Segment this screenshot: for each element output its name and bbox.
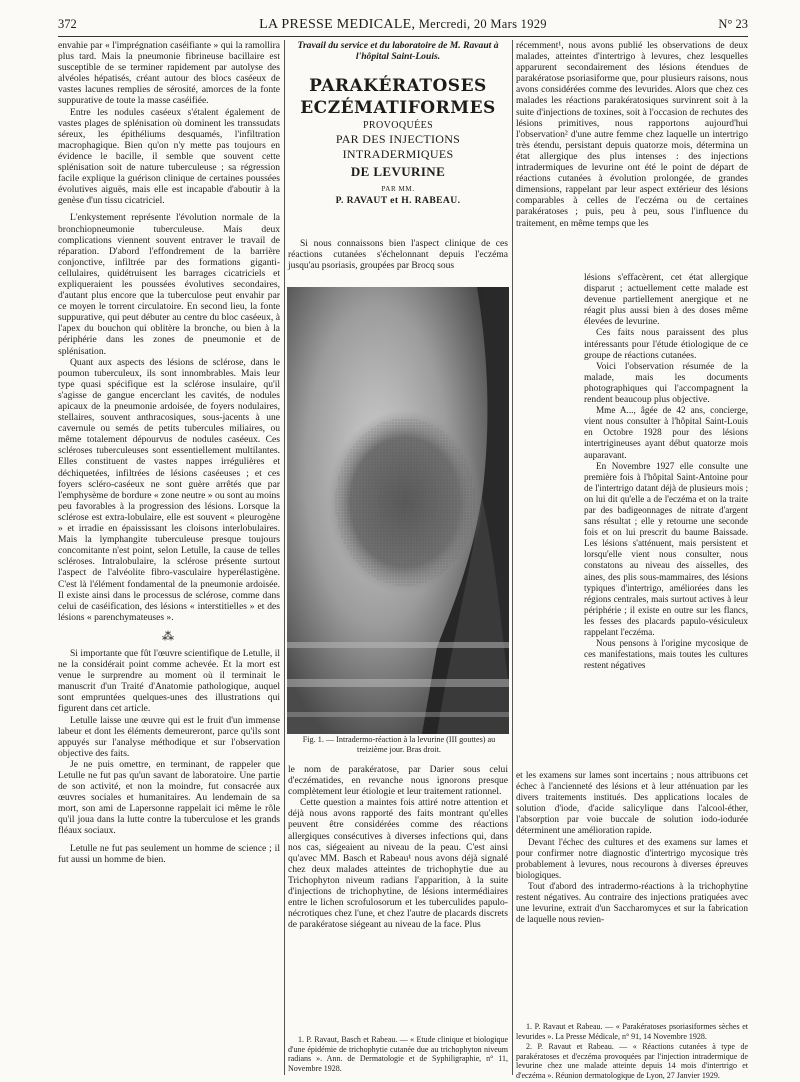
observation: En Novembre 1927 elle consulte une première fois à l'hôpital Saint-Antoine pour de l'intertrigo datant déjà de plusieurs mois ; on lui dit qu'elle a de l'eczéma et on la traite par des badigeonnages de nitrate d'argent sans résultat ; elle y retourne une seconde fois et on lui prescrit du baume Baissade. Les lésions s'atténuent, mais persistent et lorsqu'elle vient nous consulter, nous constatons au niveau des aisselles, des aines, des plis sous-mammaires, des lésions typiques d'intertrigo, améliorées dans les régions centrales, mais surtout actives à leur périphérie ; il existe en outre sur les flancs, les fesses des placards papulo-vésiculeux rappelant l'eczéma. (584, 460, 748, 637)
article-authors: P. RAVAUT et H. RABEAU. (335, 195, 461, 206)
article-intro (288, 238, 508, 271)
paragraph: Je ne puis omettre, en terminant, de rappeler que Letulle ne fut pas qu'un savant de laboratoire. Une partie de son activité, et non la moindre, fut consacrée aux œuvres sociales et humanitaires. Au lendemain de sa mort, son ami de Lapersonne rappelait ici même le rôle qu'il joua dans la lutte contre la tuberculose et les grands fléaux sociaux. (58, 758, 280, 837)
issue-number: N° 23 (718, 17, 748, 31)
paragraph: Voici l'observation résumée de la malade, mais les documents photographiques qui l'accompagnent la rendent beaucoup plus objective. (584, 360, 748, 406)
figure-caption: Fig. 1. — Intradermo-réaction à la levurine (III gouttes) au treizième jour. Bras droit. (302, 735, 496, 754)
article-body (288, 764, 508, 930)
paragraph: récemment¹, nous avons publié les observations de deux malades, atteintes d'intertrigo à levures, chez lesquelles apparurent secondairement des lésions étendues de parakératose psoriasiforme que, pour plusieurs raisons, nous avons considérées comme des levurides. Alors que chez ces malades les réactions parakératosiques survinrent soit à la suite d'injections de toxines, soit à l'occasion de rechutes des lésions primitives, nous rapportons aujourd'hui l'observation² d'une autre femme chez laquelle un intertrigo très étendu, persistant depuis quatorze mois, détermina un état allergique des plus intenses : des injections intradermiques de levurine ont été le point de départ de réactions cutanées à évolution prolongée, de grandes dimensions, rappelant par leur aspect extérieur des lésions comparables à celles de l'eczéma ou de certaines parakératoses ; puis, peu à peu, sous l'influence du traitement, en même temps que les (516, 40, 748, 229)
paragraph: lésions s'effacèrent, cet état allergique disparut ; actuellement cette malade est devenue partiellement anergique et ne réagit plus aussi bien à des doses même élevées de levurine. (584, 272, 748, 328)
paragraph: Tout d'abord des intradermo-réactions à la trichophytine restent négatives. Au contraire des injections pratiquées avec une levurine, extrait d'un Saccharomyces et sur la fabrication de laquelle nous revien- (516, 880, 748, 925)
authors-prefix: PAR MM. (381, 185, 415, 193)
observation: Nous pensons à l'origine mycosique de ces manifestations, mais toutes les cultures restent négatives (584, 638, 748, 671)
footnote: 2. P. Ravaut et Rabeau. — « Réactions cutanées à type de parakératoses et d'eczéma provoquées par l'injection intradermique de levurine chez une malade atteinte depuis 14 mois d'intertrigo et d'eczéma ». Réunion dermatologique de Lyon, 27 Janvier 1929. (516, 1042, 748, 1080)
paragraph: Si importante que fût l'œuvre scientifique de Letulle, il ne la considérait point comme achevée. Et la mort est venue le surprendre au moment où il terminait le manuscrit d'un Traité d'Anatomie pathologique, auquel sont empruntées quelques-unes des illustrations qui figurent dans cet article. (58, 647, 280, 715)
footnote: 1. P. Ravaut, Basch et Rabeau. — « Etude clinique et biologique d'une épidémie de trichophytie cutanée due au trichophyton niveum radians ». Ann. de Dermatologie et de Syphiligraphie, n° 11, Novembre 1928. (288, 1035, 508, 1073)
paragraph: le nom de parakératose, par Darier sous celui d'eczématides, en revanche nous ignorons presque complètement leur étiologie et leur traitement rationnel. (288, 764, 508, 798)
journal-title (58, 17, 748, 33)
paragraph: L'enkystement représente l'évolution normale de la bronchiopneumonie tuberculeuse. Mais deux complications viennent souvent entraver le travail de réparation. D'abord l'effondrement de la barrière conjonctive, infiltrée par des formations giganti-cellulaires, quidétruisent les barrages cicatriciels et expliqueraient les poussées évolutives secondaires, d'autant plus encore que la tuberculose peut envahir par ce moyen le torrent circulatoire. En second lieu, la fonte suppurative, qui peut débuter au centre du bloc caséeux, à l'apex du bouchon qui oblitère la bronche, ou bien à la périphérie dans les zones de pneumonie et de splénisation. (58, 212, 280, 357)
article-label: Travail du service et du laboratoire de M. Ravaut à l'hôpital Saint-Louis. (297, 40, 499, 62)
paragraph: Si nous connaissons bien l'aspect clinique de ces réactions cutanées s'échelonnant depuis l'eczéma jusqu'au psoriasis, groupées par Brocq sous (288, 238, 508, 272)
observation: Mme A..., âgée de 42 ans, concierge, vient nous consulter à l'hôpital Saint-Louis en Octobre 1928 pour des lésions intertrigineuses ayant début quatorze mois auparavant. (584, 405, 748, 460)
column-divider (512, 40, 513, 1075)
page-number: 372 (58, 17, 77, 31)
paragraph: Letulle ne fut pas seulement un homme de science ; il fut aussi un homme de bien. (58, 842, 280, 865)
arm-photograph (287, 287, 509, 734)
article-header (288, 40, 508, 206)
footnotes-column-3 (516, 1022, 748, 1082)
article-title-line-1: PARAKÉRATOSES (309, 76, 487, 96)
paragraph: Entre les nodules caséeux s'étalent également de vastes plages de splénisation où dominent les transsudats séreux, les épithéliums desquamés, l'infiltration macrophagique. Bien qu'on n'y mette pas toujours en évidence le bacille, il semble que souvent cette splénisation soit de nature tuberculeuse ; sa régression facile explique la guérison clinique de certaines poussées évolutives aiguës, mais elle est incapable d'aboutir à la genèse d'un tissu cicatriciel. (58, 106, 280, 207)
footnote: 1. P. Ravaut et Rabeau. — « Parakératoses psoriasiformes sèches et levurides ». La Presse Médicale, n° 91, 14 Novembre 1928. (516, 1022, 748, 1041)
footnote-column-2 (288, 1035, 508, 1074)
header-rule (58, 36, 748, 37)
observation: et les examens sur lames sont incertains ; nous attribuons cet échec à l'ancienneté des lésions et à leur atténuation par les divers traitements institués. Des applications locales de solution d'iode, d'acide salicylique dans l'alcool-éther, l'absorption par voie buccale de solution iodo-iodurée déterminent une amélioration rapide. (516, 770, 748, 836)
column-3-bottom (516, 770, 748, 925)
column-divider (284, 40, 285, 1075)
paragraph: Quant aux aspects des lésions de sclérose, dans le poumon tuberculeux, ils sont innombrables. Mais leur type quasi spécifique est la sclérose insulaire, qu'il s'agisse de gangue encerclant les cavités, de nodules apicaux de la pneumonie ardoisée, de foyers nodulaires, stellaires, souvent anthracosiques, sous-jacents à une cavernule ou semés de petits tubercules miliaires, ou même totalement dépourvus de nodules caséeux. Ces scléroses tuberculeuses sont essentiellement multilantes. Elles constituent de vastes nappes irrégulières et déchiquetées, infiltrées de lésions caséeuses ; et ces foyers scléro-caséeux ne sont guère arrêtés que par l'emphysème de bordure « zone neutre » ou sont au moins peu favorables à la progression des lésions. Lorsque la sclérose est extra-lobulaire, elle est souvent « pleurogène » et irradie en épaississant les cloisons interlobulaires. Mais la lymphangite tuberculeuse presque toujours concomitante n'est point, selon Letulle, la cause de telles scléroses. Intralobulaire, la sclérose présente surtout l'aspect de l'alvéolite fibro-vasculaire hyperélastigène. C'est là l'élément fondamental de la pneumonie ardoisée. Il existe ainsi dans le processus de sclérose, comme dans celui de caséification, des lésions « interstitielles » et des lésions « parenchymateuses ». (58, 356, 280, 623)
paragraph: Ces faits nous paraissent des plus intéressants pour l'étude étiologique de ce groupe de réactions cutanées. (584, 327, 748, 361)
observation: Devant l'échec des cultures et des examens sur lames et pour confirmer notre diagnostic d'intertrigo mycosique très probablement à levures, nous recourons à diverses épreuves biologiques. (516, 836, 748, 880)
column-1 (58, 40, 280, 865)
section-separator: ⁂ (162, 628, 176, 643)
article-title-line-4: DE LEVURINE (350, 164, 446, 179)
paragraph: Letulle laisse une œuvre qui est le fruit d'un immense labeur et dont les éléments demeureront, parce qu'ils sont appuyés sur l'analyse méthodique et sur l'observation objective des faits. (58, 714, 280, 759)
paragraph: envahie par « l'imprégnation caséifiante » qui la ramollira plus tard. Mais la pneumonie fibrineuse bacillaire est susceptible de se terminer rapidement par autolyse des alvéoles hépatisés, créant autour des blocs caséeux de vastes lacunes remplies de sérosité, amorces de la fonte suppurative de toute la masse caséifiée. (58, 40, 280, 107)
article-title-line-3: PAR DES INJECTIONS INTRADERMIQUES (335, 132, 461, 161)
article-title-line-2: ECZÉMATIFORMES (300, 98, 496, 118)
issue-date: Mercredi, 20 Mars 1929 (418, 17, 547, 31)
journal-name: LA PRESSE MEDICALE, (259, 17, 416, 32)
page-header (58, 17, 748, 35)
column-3-top (516, 40, 748, 229)
article-title-provoquees: PROVOQUÉES (362, 120, 434, 131)
paragraph: Cette question a maintes fois attiré notre attention et déjà nous avons rapporté des faits montrant qu'elles peuvent être considérées comme des réactions allergiques consécutives à diverses infections qui, dans nos cas, siégeaient au niveau de la peau. C'est ainsi qu'avec MM. Basch et Rabeau¹ nous avons déjà signalé chez deux malades atteintes de trichophytie due au Trichophyton niveum radians l'apparition, à la suite d'injections de trichophytine, de lésions intermédiaires entre le lichen scrofulosorum et les tuberculides papulo-nécrotiques chez l'une, et chez l'autre de placards discrets de parakératose siégeant au niveau de la face. Plus (288, 797, 508, 931)
article-photograph (287, 287, 509, 734)
column-3-wrap (584, 272, 748, 671)
